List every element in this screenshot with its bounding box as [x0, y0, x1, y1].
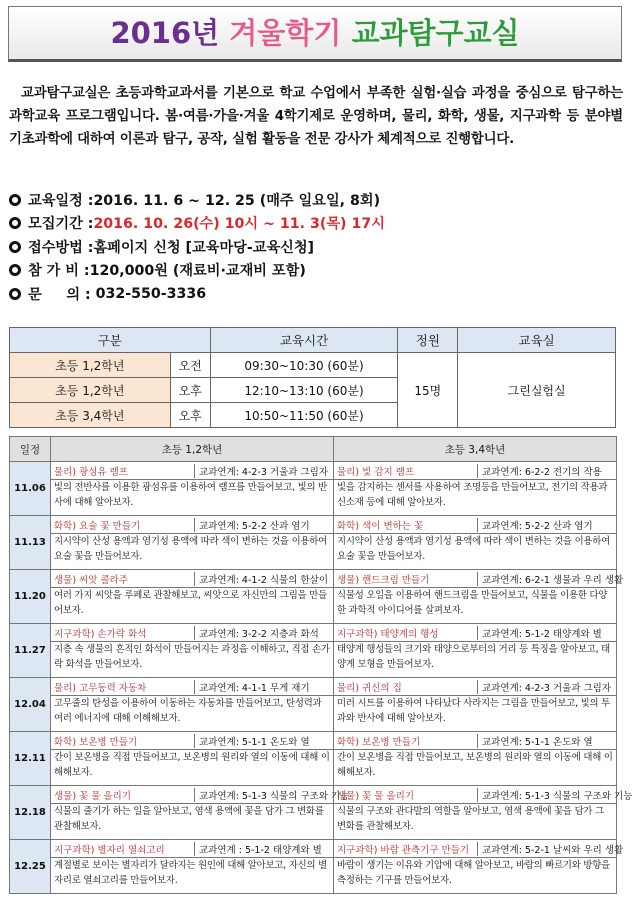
- info-value: 홈페이지 신청 [교육마당-교육신청]: [93, 239, 315, 256]
- info-list: [9, 188, 623, 306]
- title-season: 겨울학기: [229, 16, 342, 50]
- info-label: 참 가 비 :: [28, 263, 90, 280]
- info-label: 문 의 :: [28, 286, 96, 303]
- program-desc-grade12: 여러 가지 씨앗을 루페로 관찰해보고, 씨앗으로 자신만의 그림을 만들어보자.: [51, 588, 334, 624]
- schedule-grade: 초등 1,2학년: [10, 353, 171, 378]
- info-label: 교육일정 :: [28, 192, 94, 209]
- circle-bullet-icon: [9, 241, 21, 253]
- program-desc-grade12: 빛의 전반사를 이용한 광섬유를 이용하여 램프를 만들어보고, 빛의 반사에 대해 알아보자.: [51, 480, 334, 516]
- title-banner: [8, 6, 622, 62]
- program-row-title: [10, 570, 617, 588]
- program-desc-grade34: 미러 시트를 이용하여 나타났다 사라지는 그림을 만들어보고, 빛의 투과와 반사에 대해 알아보자.: [334, 696, 617, 732]
- schedule-header-row: [10, 328, 616, 353]
- curriculum-link: 교과연계: 5-1-1 온도와 열: [194, 734, 310, 748]
- subject-name: 화학) 보온병 만들기: [54, 736, 138, 748]
- info-fee: [9, 259, 623, 283]
- schedule-time: 09:30~10:30 (60분): [210, 353, 398, 378]
- schedule-ampm: 오후: [170, 403, 210, 428]
- program-subject-grade12: [51, 462, 334, 480]
- program-subject-grade12: [51, 732, 334, 750]
- subject-name: 물리) 광섬유 램프: [54, 466, 128, 478]
- program-date: 12.11: [10, 732, 51, 786]
- schedule-row: [10, 353, 616, 378]
- program-subject-grade34: [334, 462, 617, 480]
- curriculum-link: 교과연계: 5-1-3 식물의 구조와 기능: [194, 788, 349, 802]
- program-date: 11.13: [10, 516, 51, 570]
- subject-name: 생물) 씨앗 콜라주: [54, 574, 128, 586]
- page-title: [9, 7, 621, 59]
- subject-name: 물리) 고무동력 자동차: [54, 682, 147, 694]
- program-subject-grade34: [334, 786, 632, 804]
- program-row-desc: [10, 534, 617, 570]
- program-subject-grade34: [334, 624, 617, 642]
- program-row-title: [10, 462, 617, 480]
- curriculum-link: 교과연계: 3-2-2 지층과 화석: [194, 626, 319, 640]
- subject-name: 화학) 요술 꽃 만들기: [54, 520, 141, 532]
- circle-bullet-icon: [9, 288, 21, 300]
- program-desc-grade12: 지시약이 산성 용액과 염기성 용액에 따라 색이 변하는 것을 이용하여 요술 꽃을 만들어보자.: [51, 534, 334, 570]
- program-desc-grade34: 간이 보온병을 직접 만들어보고, 보온병의 원리와 열의 이동에 대해 이해해보자.: [334, 750, 617, 786]
- info-apply-method: [9, 235, 623, 259]
- curriculum-link: 교과연계: 5-2-1 날씨와 우리 생활: [477, 842, 623, 856]
- info-label: 접수방법 :: [28, 239, 94, 256]
- schedule-capacity: 15명: [398, 353, 458, 428]
- schedule-table: [9, 327, 616, 428]
- schedule-header: 교육시간: [210, 328, 398, 353]
- curriculum-link: 교과연계: 4-2-3 거울과 그림자: [194, 464, 328, 478]
- curriculum-link: 교과연계: 5-1-3 식물의 구조와 기능: [477, 788, 632, 802]
- schedule-grade: 초등 3,4학년: [10, 403, 171, 428]
- program-subject-grade34: [334, 570, 624, 588]
- info-value: 2016. 11. 6 ~ 12. 25 (매주 일요일, 8회): [93, 192, 381, 209]
- program-header-row: [10, 437, 617, 462]
- program-subject-grade34: [334, 678, 617, 696]
- curriculum-link: 교과연계: 5-2-2 산과 염기: [477, 518, 593, 532]
- schedule-header: 교육실: [458, 328, 616, 353]
- program-header-grade34: 초등 3,4학년: [334, 437, 617, 462]
- subject-name: 지구과학) 손가락 화석: [54, 628, 147, 640]
- program-date: 11.06: [10, 462, 51, 516]
- program-desc-grade34: 태양계 행성들의 크기와 태양으로부터의 거리 등 특징을 알아보고, 태양계 모형을 만들어보자.: [334, 642, 617, 678]
- info-contact: [9, 282, 623, 306]
- program-row-title: [10, 624, 617, 642]
- program-body: [10, 462, 632, 894]
- program-row-desc: [10, 480, 617, 516]
- subject-name: 화학) 보온병 만들기: [337, 736, 421, 748]
- program-desc-grade12: 식물의 줄기가 하는 일을 알아보고, 염색 용액에 꽃을 담가 그 변화를 관찰해보자.: [51, 804, 334, 840]
- curriculum-link: 교과연계: 4-1-2 식물의 한살이: [194, 572, 328, 586]
- program-subject-grade12: [51, 516, 334, 534]
- schedule-header: 구분: [10, 328, 211, 353]
- subject-name: 생물) 핸드크림 만들기: [337, 574, 430, 586]
- info-schedule: [9, 188, 623, 212]
- info-value: 120,000원 (재료비·교재비 포함): [89, 263, 306, 280]
- program-subject-grade34: [334, 840, 624, 858]
- program-subject-grade12: [51, 678, 334, 696]
- program-date: 12.18: [10, 786, 51, 840]
- title-year: 2016년: [110, 16, 230, 50]
- program-subject-grade12: [51, 840, 334, 858]
- program-row-title: [10, 840, 617, 858]
- intro-paragraph: 교과탐구교실은 초등과학교과서를 기본으로 학교 수업에서 부족한 실험·실습 과정을 중심으로 탐구하는 과학교육 프로그램입니다. 봄·여름·가을·겨울 4학기제로 운영하며, 물리, 화학, 생물, 지구과학 등 분야별 기초과학에 대하여 이론과 탐구, 공작, 실험 활동을 전문 강사가 체계적으로 진행합니다.: [9, 86, 623, 147]
- circle-bullet-icon: [9, 194, 21, 206]
- program-row-desc: [10, 858, 617, 894]
- subject-name: 지구과학) 태양계의 행성: [337, 628, 439, 640]
- title-program: 교과탐구교실: [341, 16, 520, 50]
- curriculum-link: 교과연계: 5-1-2 태양계와 별: [477, 626, 602, 640]
- program-desc-grade34: 식물성 오일을 이용하여 핸드크림을 만들어보고, 식물을 이용한 다양한 과학적 아이디어를 살펴보자.: [334, 588, 617, 624]
- program-desc-grade34: 식물의 구조와 관다발의 역할을 알아보고, 염색 용액에 꽃을 담가 그 변화를 관찰해보자.: [334, 804, 617, 840]
- subject-name: 물리) 빛 감지 램프: [337, 466, 415, 478]
- program-row-title: [10, 516, 617, 534]
- schedule-grade: 초등 1,2학년: [10, 378, 171, 403]
- program-row-desc: [10, 804, 617, 840]
- schedule-ampm: 오전: [170, 353, 210, 378]
- program-row-desc: [10, 696, 617, 732]
- schedule-ampm: 오후: [170, 378, 210, 403]
- curriculum-link: 교과연계: 6-2-1 생물과 우리 생활: [477, 572, 623, 586]
- schedule-header: 정원: [398, 328, 458, 353]
- program-desc-grade12: 간이 보온병을 직접 만들어보고, 보온병의 원리와 열의 이동에 대해 이해해보자.: [51, 750, 334, 786]
- info-value: 032-550-3336: [95, 285, 207, 302]
- schedule-time: 12:10~13:10 (60분): [210, 378, 398, 403]
- circle-bullet-icon: [9, 217, 21, 229]
- program-desc-grade12: 지층 속 생물의 흔적인 화석이 만들어지는 과정을 이해하고, 직접 손가락 화석을 만들어보자.: [51, 642, 334, 678]
- curriculum-link: 교과연계: 4-1-1 무게 재기: [194, 680, 310, 694]
- program-date: 11.20: [10, 570, 51, 624]
- info-value: 2016. 10. 26(수) 10시 ~ 11. 3(목) 17시: [93, 216, 385, 233]
- curriculum-link: 교과연계 : 5-1-2 태양계와 별: [194, 842, 322, 856]
- program-subject-grade12: [51, 786, 350, 804]
- schedule-room: 그린실험실: [458, 353, 616, 428]
- curriculum-link: 교과연계: 6-2-2 전기의 작용: [477, 464, 602, 478]
- info-recruit-period: [9, 212, 623, 236]
- program-table: [9, 436, 632, 894]
- program-header-grade12: 초등 1,2학년: [51, 437, 334, 462]
- program-desc-grade12: 계절별로 보이는 별자리가 달라지는 원인에 대해 알아보고, 자신의 별자리로 열쇠고리를 만들어보자.: [51, 858, 334, 894]
- program-subject-grade12: [51, 570, 334, 588]
- program-row-title: [10, 678, 617, 696]
- program-subject-grade34: [334, 516, 617, 534]
- program-date: 12.25: [10, 840, 51, 894]
- program-date: 12.04: [10, 678, 51, 732]
- program-row-desc: [10, 588, 617, 624]
- subject-name: 생물) 꽃 물 올리기: [54, 790, 132, 802]
- program-desc-grade34: 바람이 생기는 이유와 기압에 대해 알아보고, 바람의 빠르기와 방향을 측정하는 기구를 만들어보자.: [334, 858, 617, 894]
- program-desc-grade12: 고무줄의 탄성을 이용하여 이동하는 자동차를 만들어보고, 탄성력과 여러 에너지에 대해 이해해보자.: [51, 696, 334, 732]
- program-subject-grade34: [334, 732, 617, 750]
- subject-name: 물리) 귀신의 집: [337, 682, 402, 694]
- subject-name: 생물) 꽃 물 올리기: [337, 790, 415, 802]
- program-header-date: 일정: [10, 437, 51, 462]
- program-row-title: [10, 786, 617, 804]
- program-date: 11.27: [10, 624, 51, 678]
- program-subject-grade12: [51, 624, 334, 642]
- program-desc-grade34: 지시약이 산성 용액과 염기성 용액에 따라 색이 변하는 것을 이용하여 요술 꽃을 만들어보자.: [334, 534, 617, 570]
- curriculum-link: 교과연계: 5-2-2 산과 염기: [194, 518, 310, 532]
- info-label: 모집기간 :: [28, 216, 94, 233]
- program-row-desc: [10, 750, 617, 786]
- program-desc-grade34: 빛을 감지하는 센서를 사용하여 조명등을 만들어보고, 전기의 작용과 신소재 등에 대해 알아보자.: [334, 480, 617, 516]
- curriculum-link: 교과연계: 4-2-3 거울과 그림자: [477, 680, 611, 694]
- curriculum-link: 교과연계: 5-1-1 온도와 열: [477, 734, 593, 748]
- subject-name: 지구과학) 별자리 열쇠고리: [54, 844, 165, 856]
- program-row-title: [10, 732, 617, 750]
- schedule-time: 10:50~11:50 (60분): [210, 403, 398, 428]
- program-row-desc: [10, 642, 617, 678]
- subject-name: 지구과학) 바람 관측기구 만들기: [337, 844, 470, 856]
- subject-name: 화학) 색이 변하는 꽃: [337, 520, 424, 532]
- circle-bullet-icon: [9, 264, 21, 276]
